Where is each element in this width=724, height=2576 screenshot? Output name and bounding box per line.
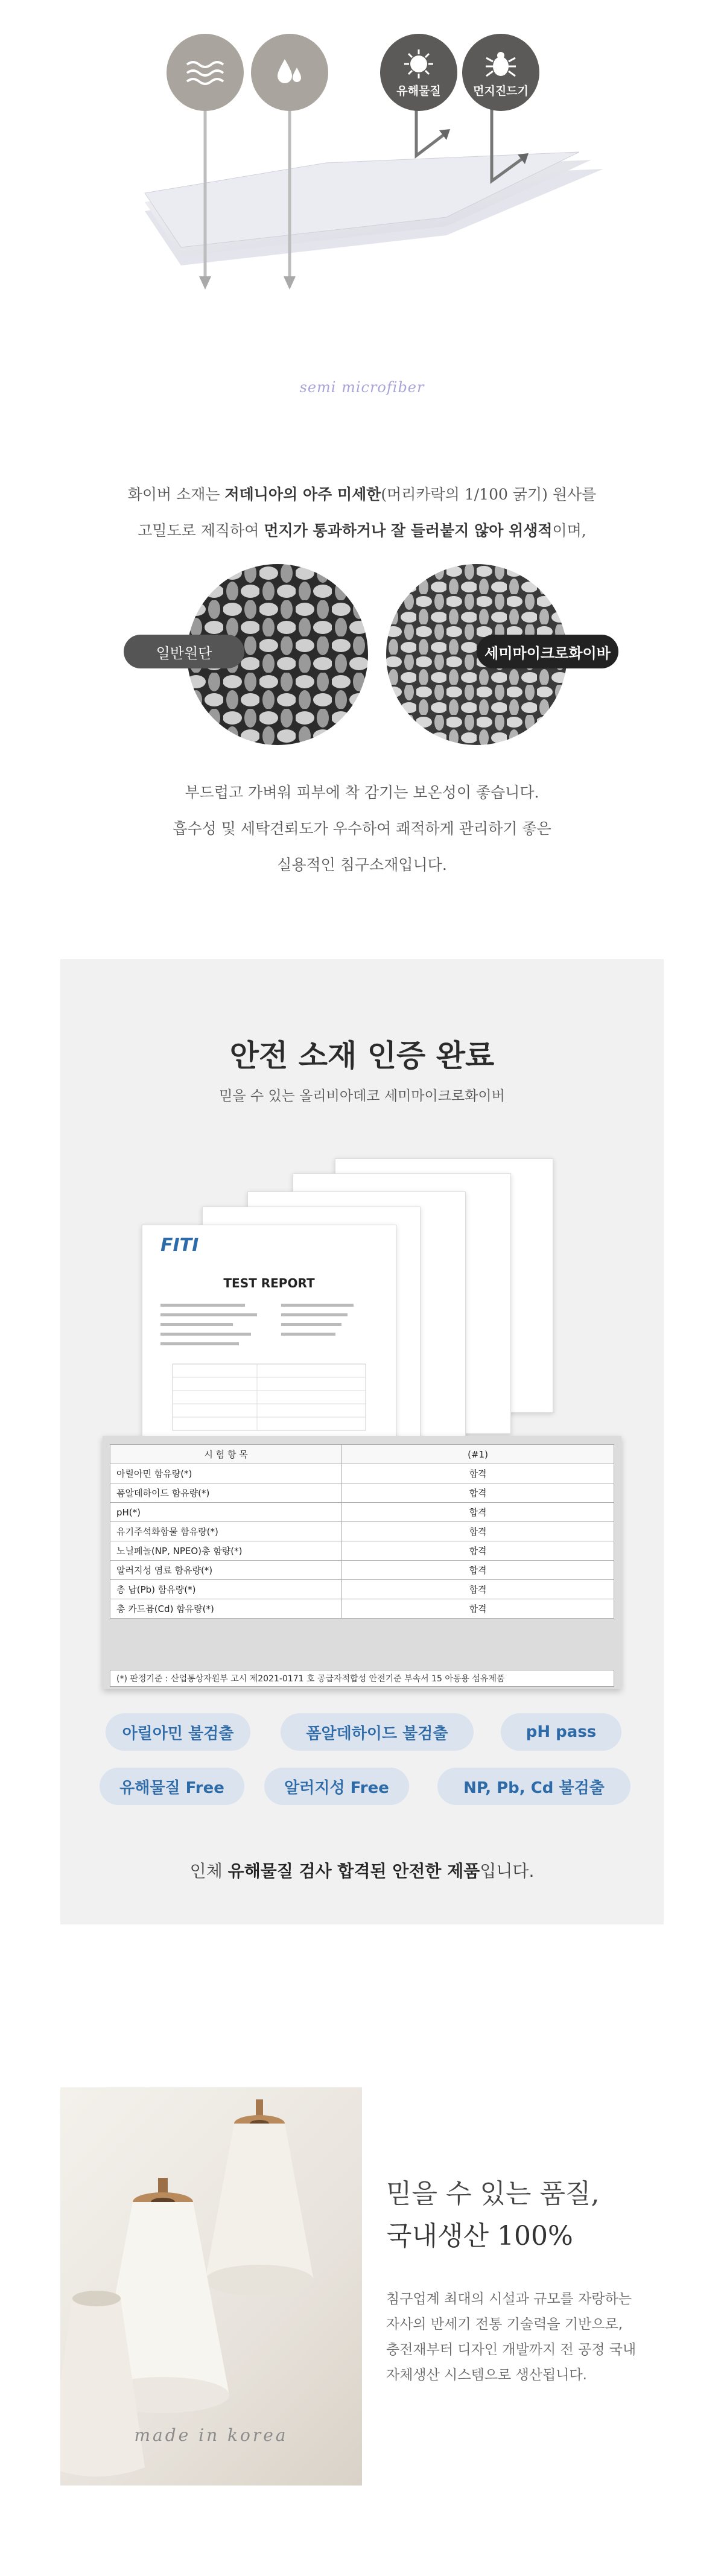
test-result: 합격 xyxy=(342,1580,614,1599)
intro-text: 화이버 소재는 xyxy=(127,486,225,503)
footer-text: 인체 xyxy=(189,1861,228,1881)
microfiber-fabric-label: 세미마이크로화이바 xyxy=(477,635,618,668)
intro-emphasis: 먼지가 통과하거나 잘 들러붙지 않아 위생적 xyxy=(264,522,553,539)
intro-line-1 xyxy=(0,477,724,513)
desc-line-3: 실용적인 침구소재입니다. xyxy=(277,856,447,874)
table-row xyxy=(110,1522,614,1541)
table-row xyxy=(110,1541,614,1561)
table-header: 시 험 항 목 xyxy=(110,1445,342,1464)
virus-icon-circle xyxy=(380,34,457,111)
table-row xyxy=(110,1483,614,1503)
regular-fabric-label: 일반원단 xyxy=(124,635,244,668)
tag-ph: pH pass xyxy=(501,1713,621,1751)
table-header: (#1) xyxy=(342,1445,614,1464)
description-paragraph xyxy=(0,775,724,883)
test-item: 노닐페놀(NP, NPEO)총 함량(*) xyxy=(110,1541,342,1561)
mite-icon xyxy=(483,47,519,81)
test-item: 유기주석화합물 함유량(*) xyxy=(110,1522,342,1541)
production-line: 자사의 반세기 전통 기술력을 기반으로, xyxy=(386,2317,623,2332)
intro-emphasis: 저데니아의 아주 미세한 xyxy=(224,486,381,503)
test-result: 합격 xyxy=(342,1503,614,1522)
production-paragraph xyxy=(386,2286,664,2388)
test-report-page xyxy=(142,1225,396,1467)
table-note: (*) 판정기준 : 산업통상자원부 고시 제2021-0171 호 공급자적합성 안전기준 부속서 15 아동용 섬유제품 xyxy=(110,1670,614,1687)
certification-section xyxy=(60,959,664,1924)
semi-microfiber-caption: semi microfiber xyxy=(299,379,425,396)
test-result: 합격 xyxy=(342,1599,614,1619)
table-row xyxy=(110,1561,614,1580)
water-drop-icon-circle xyxy=(251,34,328,111)
intro-paragraph xyxy=(0,477,724,549)
footer-emphasis: 유해물질 검사 합격된 안전한 제품 xyxy=(227,1861,480,1881)
intro-line-2 xyxy=(0,513,724,549)
table-header-row xyxy=(110,1445,614,1464)
test-item: 아릴아민 함유량(*) xyxy=(110,1464,342,1483)
test-item: pH(*) xyxy=(110,1503,342,1522)
table-row xyxy=(110,1599,614,1619)
production-line: 자체생산 시스템으로 생산됩니다. xyxy=(386,2367,587,2383)
virus-icon-label: 유해물질 xyxy=(396,84,441,98)
desc-line-1: 부드럽고 가벼워 피부에 착 감기는 보온성이 좋습니다. xyxy=(185,784,539,801)
desc-line-2: 흡수성 및 세탁견뢰도가 우수하여 쾌적하게 관리하기 좋은 xyxy=(173,820,551,837)
made-in-korea-script: made in korea xyxy=(134,2425,288,2445)
footer-text: 입니다. xyxy=(480,1861,535,1881)
report-body-lines xyxy=(160,1304,378,1436)
table-row xyxy=(110,1503,614,1522)
test-item: 폼알데하이드 함유량(*) xyxy=(110,1483,342,1503)
table-row xyxy=(110,1464,614,1483)
test-result: 합격 xyxy=(342,1561,614,1580)
test-result: 합격 xyxy=(342,1464,614,1483)
cert-subtitle: 믿을 수 있는 올리비아데코 세미마이크로화이버 xyxy=(219,1088,505,1104)
fabric-layers-illustration xyxy=(109,84,627,314)
test-results-table xyxy=(110,1444,614,1619)
water-wave-icon xyxy=(184,57,226,87)
tag-allergen-free: 알러지성 Free xyxy=(264,1768,409,1805)
test-item: 총 납(Pb) 함유량(*) xyxy=(110,1580,342,1599)
intro-text: 이며, xyxy=(552,522,586,539)
tag-heavy-metal: NP, Pb, Cd 불검출 xyxy=(437,1768,630,1805)
water-wave-icon-circle xyxy=(167,34,244,111)
intro-text: (머리카락의 1/100 굵기) 원사를 xyxy=(381,486,597,503)
table-row xyxy=(110,1580,614,1599)
production-line: 침구업계 최대의 시설과 규모를 자랑하는 xyxy=(386,2291,632,2307)
intro-text: 고밀도로 제직하여 xyxy=(138,522,264,539)
thread-spools-image xyxy=(60,2087,362,2486)
production-line: 충전재부터 디자인 개발까지 전 공정 국내 xyxy=(386,2342,637,2358)
quality-heading: 믿을 수 있는 품질, xyxy=(386,2178,600,2209)
test-result: 합격 xyxy=(342,1483,614,1503)
test-item: 알러지성 염료 함유량(*) xyxy=(110,1561,342,1580)
tag-formaldehyde: 폼알데하이드 불검출 xyxy=(281,1713,474,1751)
tag-harmful-free: 유해물질 Free xyxy=(100,1768,244,1805)
test-result: 합격 xyxy=(342,1541,614,1561)
mite-icon-label: 먼지진드기 xyxy=(473,84,529,98)
tag-arylamine: 아릴아민 불검출 xyxy=(106,1713,250,1751)
domestic-heading: 국내생산 100% xyxy=(386,2221,573,2251)
made-in-korea-section xyxy=(60,2087,664,2486)
fabric-layers-section xyxy=(0,0,724,941)
mite-icon-circle xyxy=(462,34,539,111)
test-item: 총 카드뮴(Cd) 함유량(*) xyxy=(110,1599,342,1619)
cert-title: 안전 소재 인증 완료 xyxy=(229,1038,495,1073)
fiti-logo: FITI xyxy=(160,1235,199,1256)
water-drop-icon xyxy=(272,54,308,90)
virus-icon xyxy=(401,47,437,81)
cert-footer xyxy=(60,1858,664,1882)
test-result: 합격 xyxy=(342,1522,614,1541)
test-report-title: TEST REPORT xyxy=(223,1276,315,1290)
test-results-panel xyxy=(103,1436,621,1689)
